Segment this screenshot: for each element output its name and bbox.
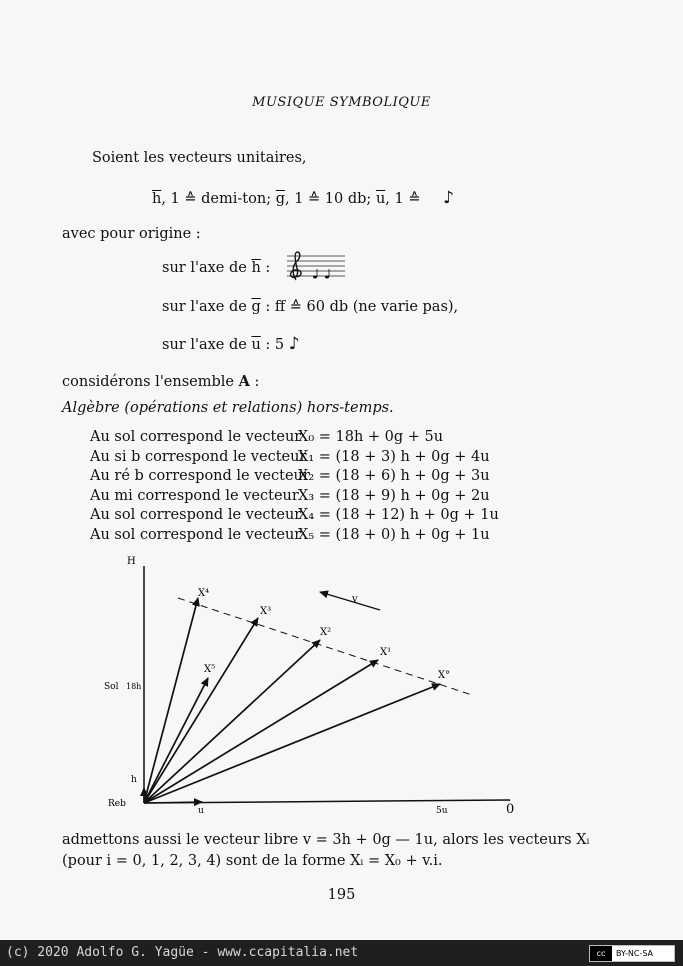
- origin-label: Reb: [108, 799, 126, 809]
- eighth-note-icon: ♪: [443, 188, 454, 208]
- list-item: Au mi correspond le vecteur X₃ = (18 + 9) h + 0g + 2u: [90, 487, 490, 504]
- closing-line-1: admettons aussi le vecteur libre v = 3h + 0g — 1u, alors les vecteurs Xᵢ: [62, 832, 590, 848]
- x1-label: X¹: [380, 647, 392, 658]
- license-text: BY-NC-SA: [616, 949, 654, 958]
- u5-label: 5u: [436, 806, 448, 816]
- vector-g: $\overline{g}$: [275, 191, 285, 207]
- unit-vectors-line: [152, 188, 454, 208]
- vector-x4: [144, 598, 198, 803]
- footer-bar: [0, 940, 683, 966]
- closing-line-2: (pour i = 0, 1, 2, 3, 4) sont de la forme Xᵢ = X₀ + v.i.: [62, 853, 443, 869]
- u-axis-end-label: 0: [506, 802, 515, 817]
- list-item: Au sol correspond le vecteur X₀ = 18h + 0g + 5u: [90, 429, 444, 445]
- h-definition: , 1 ≙ demi-ton;: [161, 191, 276, 207]
- vector-h: $\overline{h}$: [152, 191, 162, 207]
- treble-staff-icon: [285, 250, 347, 282]
- running-head: MUSIQUE SYMBOLIQUE: [252, 95, 431, 110]
- x2-label: X²: [320, 627, 332, 638]
- axis-u-line: sur l'axe de $\overline{u}$ : 5 ♪: [162, 334, 300, 354]
- axis-g-line: sur l'axe de $\overline{g}$ : ff ≙ 60 db (ne varie pas),: [162, 299, 459, 315]
- h-unit-label: h: [131, 775, 137, 785]
- list-item: Au sol correspond le vecteur X₅ = (18 + 0) h + 0g + 1u: [90, 526, 490, 543]
- vector-diagram: [100, 548, 530, 823]
- dashed-line: [178, 598, 472, 695]
- vector-x0: [144, 684, 440, 803]
- license-badge[interactable]: [589, 945, 675, 962]
- list-item: Au si b correspond le vecteur X₁ = (18 + 3) h + 0g + 4u: [90, 448, 490, 465]
- axis-h-label: H: [127, 556, 136, 567]
- u-definition: , 1 ≙: [385, 191, 421, 207]
- x4-label: X⁴: [198, 588, 210, 599]
- list-item: Au sol correspond le vecteur X₄ = (18 + 12) h + 0g + 1u: [90, 507, 499, 524]
- x3-label: X³: [260, 606, 272, 617]
- page-number: 195: [327, 887, 356, 903]
- g-definition: , 1 ≙ 10 db;: [285, 191, 376, 207]
- vector-x3: [144, 618, 258, 803]
- h18-label: 18h: [126, 682, 142, 691]
- vector-x1: [144, 660, 378, 803]
- u-unit-arrow: [144, 802, 202, 803]
- eighth-note-icon: ♪: [288, 334, 300, 354]
- u-unit-label: u: [198, 806, 204, 816]
- cc-icon: cc: [590, 946, 612, 961]
- copyright-text: (c) 2020 Adolfo G. Yagüe - www.ccapitalia.net: [6, 945, 359, 960]
- vector-u: $\overline{u}$: [375, 191, 386, 207]
- origin-intro: avec pour origine :: [62, 226, 201, 242]
- x5-label: X⁵: [204, 664, 216, 675]
- set-intro: considérons l'ensemble A :: [62, 373, 260, 390]
- intro-text: Soient les vecteurs unitaires,: [92, 150, 307, 166]
- sol-label: Sol: [104, 682, 119, 692]
- x0-label: X°: [438, 670, 451, 681]
- v-label: v: [352, 594, 358, 605]
- axis-h-line: sur l'axe de $\overline{h}$ :: [162, 260, 271, 276]
- list-item: Au ré b correspond le vecteur X₂ = (18 + 6) h + 0g + 3u: [90, 468, 490, 485]
- section-heading: Algèbre (opérations et relations) hors-temps.: [62, 400, 394, 416]
- vector-v: [320, 592, 380, 610]
- vector-list: [90, 428, 538, 546]
- vector-x2: [144, 640, 320, 803]
